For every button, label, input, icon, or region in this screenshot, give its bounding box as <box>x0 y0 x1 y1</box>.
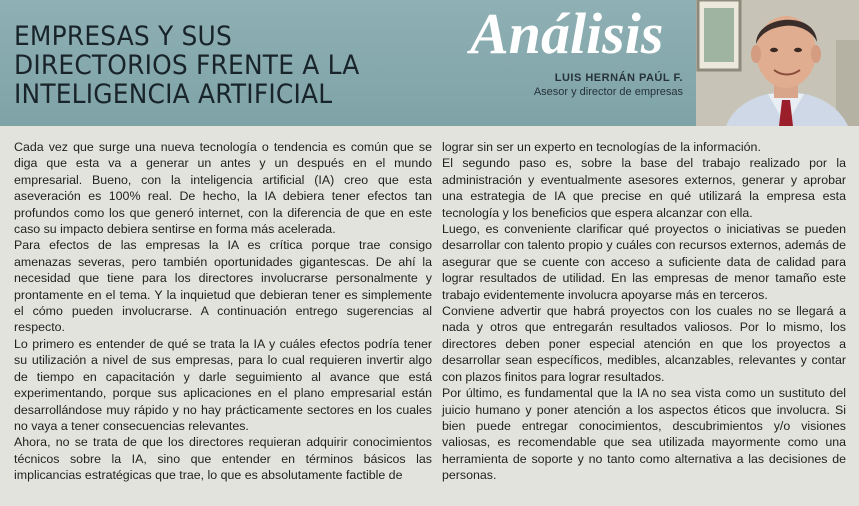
paragraph: Conviene advertir que habrá proyectos con los cuales no se llegará a nada y otros que entregarán resultados valiosos. Por lo mismo, los directores deben poner especial atención en que los proyectos a desarrollar sean específicos, medibles, alcanzables, relevantes y contar con plazos finitos para lograr resultados. <box>442 304 846 384</box>
paragraph: Para efectos de las empresas la IA es crítica porque trae consigo amenazas severas, pero también oportunidades gigantescas. De ahí la necesidad que tiene para los directores involucrarse personalmente y prontamente en el tema. Y la inquietud que debieran tener es simplemente el cómo pueden involucrarse. A continuación entrego sugerencias al respecto. <box>14 238 432 335</box>
headline: EMPRESAS Y SUS DIRECTORIOS FRENTE A LA INTELIGENCIA ARTIFICIAL <box>14 21 360 110</box>
author-photo <box>696 0 859 126</box>
section-title: Análisis <box>470 1 664 66</box>
author-role: Asesor y director de empresas <box>533 86 683 98</box>
paragraph: Por último, es fundamental que la IA no sea vista como un sustituto del juicio humano y poner atención a los aspectos éticos que involucra. Si bien puede entregar conocimientos, descubrimientos y/o visiones valiosas, es recomendable que sea utilizada mayormente como una herramienta de soporte y no tanto como alternativa a las decisiones de personas. <box>442 386 846 483</box>
author-name: LUIS HERNÁN PAÚL F. <box>554 72 683 84</box>
article-column-right <box>442 139 846 484</box>
paragraph: Lo primero es entender de qué se trata la IA y cuáles efectos podría tener su utilización a nivel de sus empresas, para lo cual requieren invertir algo de tiempo en capacitación y darle seguimiento al avance que está experimentando, porque sus aplicaciones en el plano empresarial están desarrollándose muy rápido y no hay prácticamente sectores en los cuales no vaya a tener consecuencias relevantes. <box>14 336 432 433</box>
article-header <box>0 0 859 126</box>
article-column-left <box>14 139 432 484</box>
paragraph: Luego, es conveniente clarificar qué proyectos o iniciativas se pueden desarrollar con talento propio y cuáles con recursos externos, además de asegurar que se cuente con acceso a suficiente data de calidad para lograr resultados de utilidad. En las empresas de menor tamaño este trabajo evidentemente involucra apoyarse más en terceros. <box>442 222 846 302</box>
paragraph: lograr sin ser un experto en tecnologías de la información. <box>442 140 761 154</box>
paragraph: El segundo paso es, sobre la base del trabajo realizado por la administración y eventualmente asesores externos, generar y aprobar una estrategia de IA que precise en qué utilizará la empresa esta tecnología y los beneficios que espera alcanzar con ella. <box>442 156 846 220</box>
paragraph: Ahora, no se trata de que los directores requieran adquirir conocimientos técnicos sobre la IA, sino que entender en términos básicos las implicancias estratégicas que trae, lo que es absolutamente factible de <box>14 435 432 483</box>
paragraph: Cada vez que surge una nueva tecnología o tendencia es común que se diga que esta va a generar un antes y un después en el mundo empresarial. Bueno, con la inteligencia artificial (IA) creo que esta aseveración es 100% real. De hecho, la IA debiera tener efectos tan profundos como los que generó internet, con la diferencia de que en este caso su impacto debiera sentirse en forma más acelerada. <box>14 140 432 237</box>
